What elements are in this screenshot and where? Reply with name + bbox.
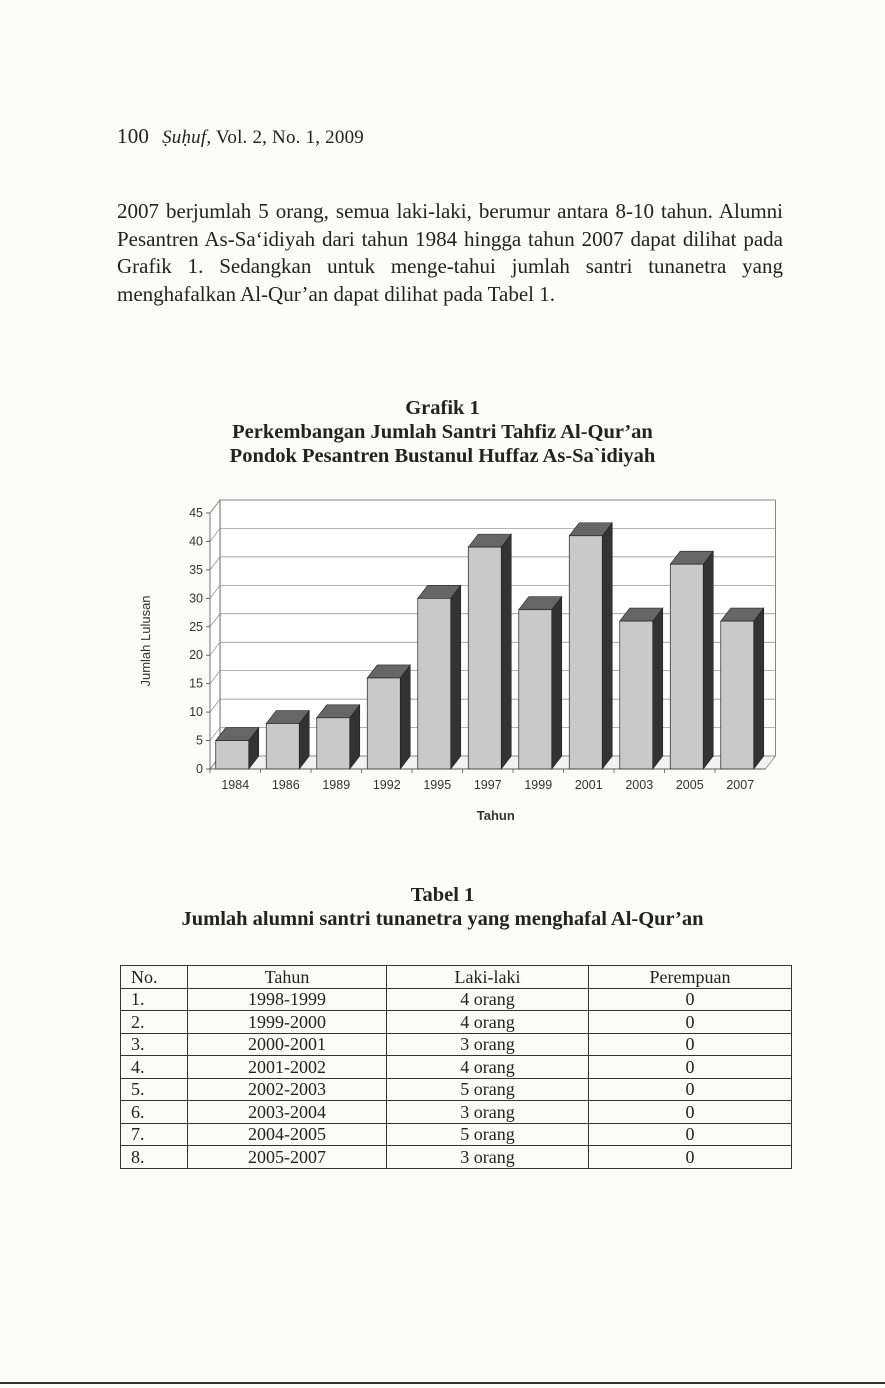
- y-tick-label: 30: [189, 591, 203, 606]
- bar-chart: [130, 495, 780, 830]
- figure-title-line1: Perkembangan Jumlah Santri Tahfiz Al-Qur’an: [232, 421, 653, 443]
- bar-side: [451, 585, 461, 769]
- table-cell: 0: [589, 1123, 792, 1146]
- table-cell: 2004-2005: [188, 1123, 387, 1146]
- table-row: [121, 1011, 792, 1034]
- bar-side: [552, 597, 562, 769]
- running-header: [117, 124, 364, 149]
- table-cell: 2000-2001: [188, 1033, 387, 1056]
- table-row: [121, 1033, 792, 1056]
- x-tick-label: 1997: [473, 778, 502, 792]
- bar: [367, 678, 400, 769]
- y-tick-label: 45: [189, 506, 203, 520]
- x-tick-label: 1992: [372, 778, 401, 792]
- bar-side: [653, 608, 663, 769]
- y-tick-label: 15: [189, 676, 203, 691]
- alumni-table: [120, 965, 792, 1169]
- table-cell: 3 orang: [387, 1033, 589, 1056]
- table-cell: 2.: [121, 1011, 188, 1034]
- table-cell: Laki-laki: [387, 966, 589, 989]
- bar: [266, 723, 299, 769]
- y-tick-label: 5: [196, 733, 203, 748]
- table-row: [121, 1056, 792, 1079]
- table-cell: 0: [589, 1056, 792, 1079]
- table-cell: 0: [589, 1078, 792, 1101]
- table-cell: 3.: [121, 1033, 188, 1056]
- bar: [418, 598, 451, 769]
- table-cell: 0: [589, 1011, 792, 1034]
- table-header-row: [121, 966, 792, 989]
- bar-side: [754, 608, 764, 769]
- page-bottom-rule: [0, 1382, 885, 1384]
- journal-volume: Vol. 2, No. 1, 2009: [215, 127, 364, 148]
- bar: [670, 564, 703, 769]
- table-cell: 6.: [121, 1101, 188, 1124]
- table-row: [121, 1101, 792, 1124]
- bar-side: [400, 665, 410, 769]
- table-cell: 2001-2002: [188, 1056, 387, 1079]
- x-tick-label: 1989: [322, 778, 351, 792]
- table-row: [121, 988, 792, 1011]
- bar-side: [501, 534, 511, 769]
- y-tick-label: 10: [189, 705, 203, 720]
- table-row: [121, 1078, 792, 1101]
- table-cell: 0: [589, 1101, 792, 1124]
- bar: [468, 547, 501, 769]
- x-tick-label: 2001: [574, 778, 603, 792]
- y-tick-label: 25: [189, 619, 203, 634]
- table-cell: 2003-2004: [188, 1101, 387, 1124]
- table-cell: 4 orang: [387, 988, 589, 1011]
- table-cell: 5 orang: [387, 1078, 589, 1101]
- figure-label: Grafik 1: [405, 397, 480, 419]
- page-number: 100: [117, 124, 150, 148]
- y-tick-label: 35: [189, 562, 203, 577]
- table-title: Jumlah alumni santri tunanetra yang menghafal Al-Qur’an: [181, 908, 704, 930]
- table-cell: No.: [121, 966, 188, 989]
- y-axis-label: Jumlah Lulusan: [138, 595, 153, 687]
- table-cell: 1999-2000: [188, 1011, 387, 1034]
- table-cell: 8.: [121, 1146, 188, 1169]
- y-tick-label: 0: [196, 762, 203, 776]
- x-tick-label: 2007: [726, 778, 755, 792]
- y-tick-label: 20: [189, 648, 203, 663]
- table-label: Tabel 1: [410, 884, 475, 906]
- journal-name: Ṣuḥuf,: [162, 127, 212, 148]
- y-axis-wall: [210, 500, 220, 769]
- table-cell: 0: [589, 1033, 792, 1056]
- x-tick-label: 1999: [524, 778, 553, 792]
- table-cell: 5 orang: [387, 1123, 589, 1146]
- table-cell: 2002-2003: [188, 1078, 387, 1101]
- x-tick-label: 2005: [675, 778, 704, 792]
- table-cell: 2005-2007: [188, 1146, 387, 1169]
- x-tick-label: 1995: [423, 778, 452, 792]
- table-cell: 3 orang: [387, 1101, 589, 1124]
- x-tick-label: 1984: [221, 778, 250, 792]
- body-paragraph: 2007 berjumlah 5 orang, semua laki-laki, berumur antara 8-10 tahun. Alumni Pesantren As-Sa‘idiyah dari tahun 1984 hingga tahun 2007 dapat dilihat pada Grafik 1. Sedangkan untuk menge-tahui jumlah santri tunanetra yang menghafalkan Al-Qur’an dapat dilihat pada Tabel 1.: [117, 199, 783, 306]
- table-cell: 1.: [121, 988, 188, 1011]
- bar: [721, 621, 754, 769]
- table-cell: 7.: [121, 1123, 188, 1146]
- x-axis-label: Tahun: [476, 808, 515, 823]
- table-cell: Perempuan: [589, 966, 792, 989]
- table-cell: 3 orang: [387, 1146, 589, 1169]
- bar: [620, 621, 653, 769]
- x-tick-label: 2003: [625, 778, 654, 792]
- table-cell: 4 orang: [387, 1056, 589, 1079]
- table-cell: 0: [589, 1146, 792, 1169]
- bar-side: [703, 551, 713, 769]
- table-cell: Tahun: [188, 966, 387, 989]
- table-row: [121, 1123, 792, 1146]
- table-cell: 0: [589, 988, 792, 1011]
- figure-title-line2: Pondok Pesantren Bustanul Huffaz As-Sa`idiyah: [229, 445, 656, 467]
- table-cell: 4 orang: [387, 1011, 589, 1034]
- table-cell: 5.: [121, 1078, 188, 1101]
- bar-side: [602, 523, 612, 769]
- table-cell: 4.: [121, 1056, 188, 1079]
- bar: [569, 536, 602, 769]
- x-tick-label: 1986: [271, 778, 300, 792]
- bar: [519, 610, 552, 769]
- bar: [317, 718, 350, 769]
- y-tick-label: 40: [189, 534, 203, 549]
- bar: [216, 741, 249, 769]
- table-row: [121, 1146, 792, 1169]
- table-cell: 1998-1999: [188, 988, 387, 1011]
